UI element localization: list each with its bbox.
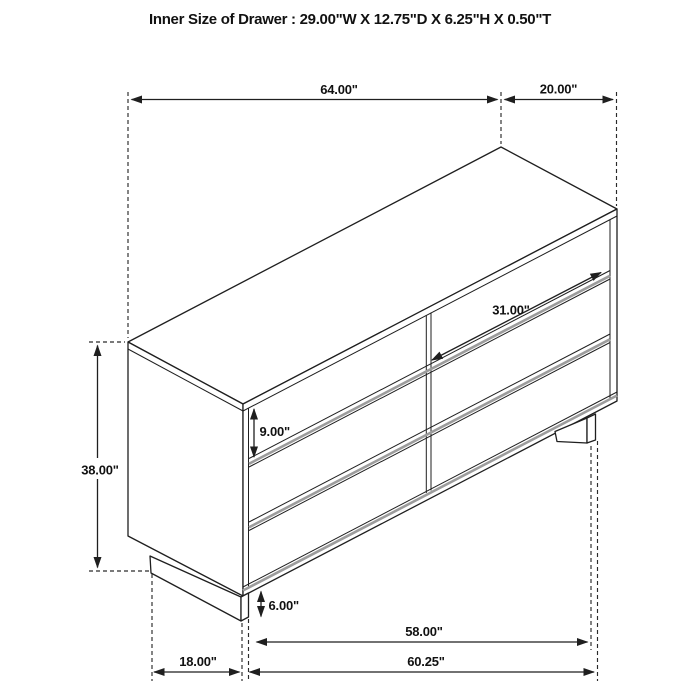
- dimension-label-top-width: 64.00": [320, 82, 358, 97]
- dimension-label-base-depth: 18.00": [179, 654, 217, 669]
- dimension-label-overall-height: 38.00": [81, 462, 119, 478]
- dimension-label-leg-height: 6.00": [268, 598, 299, 613]
- dimension-label-drawer-width: 31.00": [492, 302, 530, 318]
- right-leg-front: [587, 414, 596, 443]
- front-left-leg: [241, 593, 249, 621]
- dimension-label-base-width: 60.25": [407, 654, 445, 669]
- diagram-title: Inner Size of Drawer : 29.00"W X 12.75"D X 6.25"H X 0.50"T: [148, 11, 552, 28]
- dimension-label-drawer-height: 9.00": [259, 424, 290, 439]
- dimension-label-width-between-legs: 58.00": [405, 624, 443, 639]
- dimension-label-top-depth: 20.00": [539, 81, 578, 97]
